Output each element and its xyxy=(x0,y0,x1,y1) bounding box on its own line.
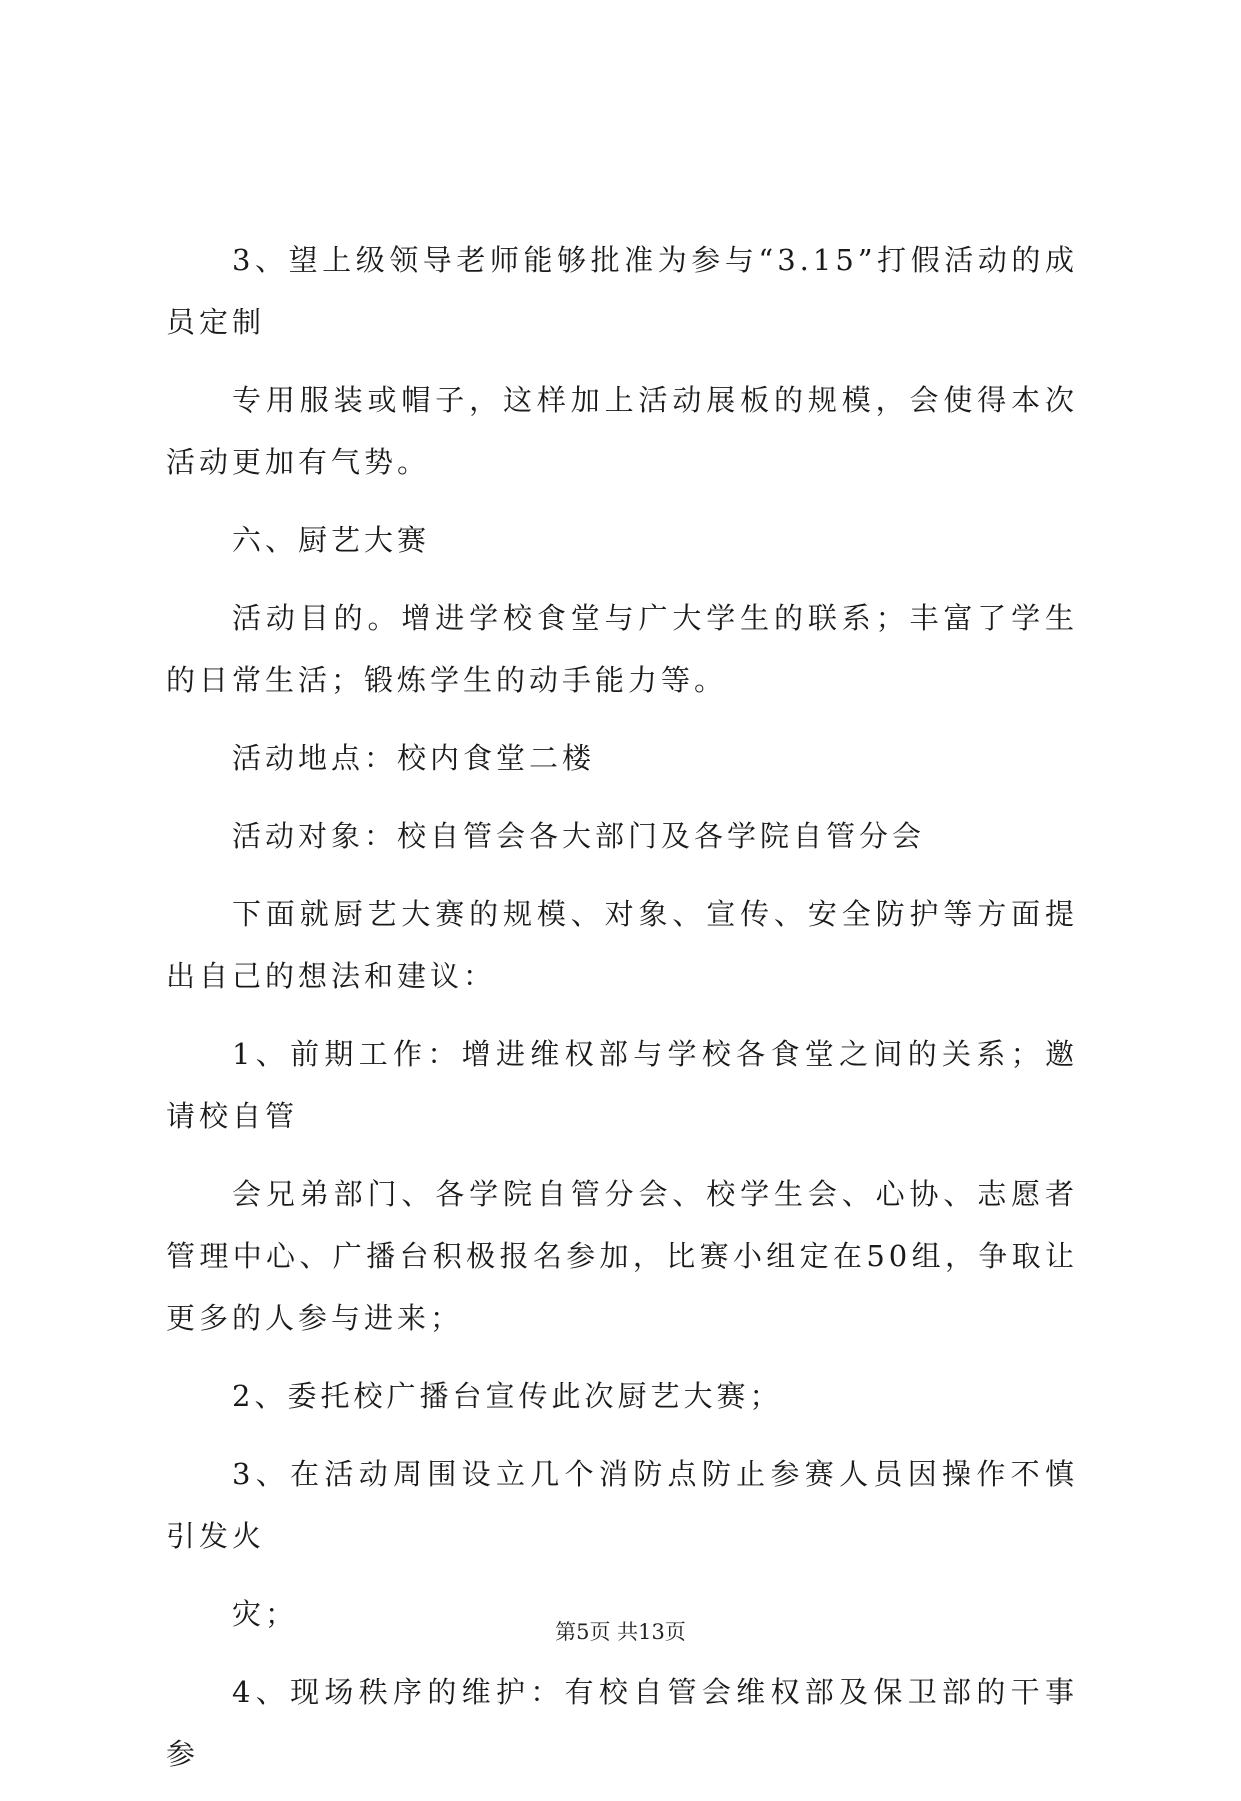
paragraph-intro: 下面就厨艺大赛的规模、对象、宣传、安全防护等方面提出自己的想法和建议： xyxy=(166,897,1078,993)
page-number-label: 第5页 共13页 xyxy=(555,1620,686,1644)
paragraph-item-4: 4、现场秩序的维护：有校自管会维权部及保卫部的干事参 xyxy=(166,1675,1078,1771)
page-footer xyxy=(0,1616,1241,1646)
section-heading: 六、厨艺大赛 xyxy=(232,523,431,557)
paragraph-item-2: 2、委托校广播台宣传此次厨艺大赛； xyxy=(232,1379,783,1413)
paragraph-item-3: 3、在活动周围设立几个消防点防止参赛人员因操作不慎引发火 xyxy=(166,1457,1078,1553)
paragraph-1: 3、望上级领导老师能够批准为参与“3.15”打假活动的成员定制 xyxy=(166,243,1078,339)
document-body xyxy=(166,229,1078,1801)
paragraph-2: 专用服装或帽子，这样加上活动展板的规模，会使得本次活动更加有气势。 xyxy=(166,383,1078,479)
paragraph-item-1-cont: 会兄弟部门、各学院自管分会、校学生会、心协、志愿者管理中心、广播台积极报名参加，比赛小组定在50组，争取让更多的人参与进来； xyxy=(166,1177,1078,1335)
paragraph-purpose: 活动目的。增进学校食堂与广大学生的联系；丰富了学生的日常生活；锻炼学生的动手能力等。 xyxy=(166,601,1078,697)
paragraph-location: 活动地点：校内食堂二楼 xyxy=(232,741,596,775)
paragraph-item-3-cont: 灾； xyxy=(232,1597,299,1631)
paragraph-participants: 活动对象：校自管会各大部门及各学院自管分会 xyxy=(232,819,926,853)
paragraph-item-1: 1、前期工作：增进维权部与学校各食堂之间的关系；邀请校自管 xyxy=(166,1037,1078,1133)
